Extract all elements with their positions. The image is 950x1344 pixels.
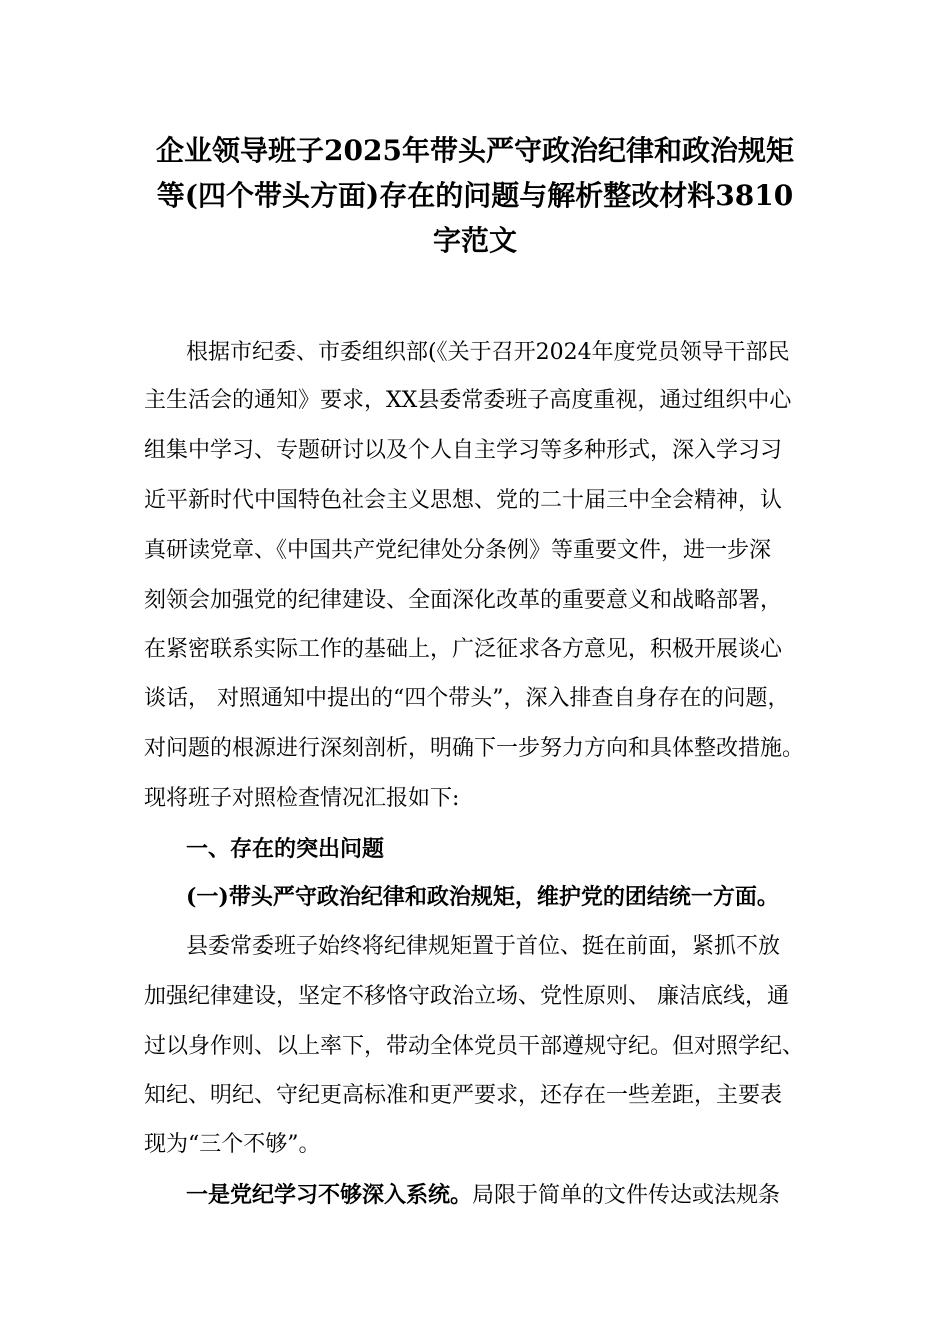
para1-line-4: 知纪、明纪、守纪更高标准和更严要求，还存在一些差距，主要表 [144, 1083, 783, 1108]
document-title [120, 128, 830, 263]
intro-line-5: 真研读党章、《中国共产党纪律处分条例》等重要文件，进一步深 [144, 538, 772, 563]
intro-line-10: 现将班子对照检查情况汇报如下: [144, 786, 460, 811]
intro-line-8: 谈话， 对照通知中提出的“四个带头”，深入排查自身存在的问题， [144, 686, 790, 711]
section-heading: 一、存在的突出问题 [186, 836, 385, 862]
para1-line-2: 加强纪律建设，坚定不移恪守政治立场、党性原则、 廉洁底线，通 [144, 984, 789, 1009]
para2-bold-lead: 一是党纪学习不够深入系统。 [186, 1182, 473, 1208]
para2-line-1 [186, 1180, 780, 1211]
intro-line-6: 刻领会加强党的纪律建设、全面深化改革的重要意义和战略部署， [144, 588, 783, 613]
title-line-2: 等(四个带头方面)存在的问题与解析整改材料3810 [156, 179, 794, 212]
intro-line-3: 组集中学习、专题研讨以及个人自主学习等多种形式，深入学习习 [144, 438, 783, 463]
intro-line-2: 主生活会的通知》要求，XX县委常委班子高度重视，通过组织中心 [144, 388, 792, 413]
para1-line-5: 现为“三个不够”。 [144, 1132, 321, 1157]
para1-line-3: 过以身作则、以上率下，带动全体党员干部遵规守纪。但对照学纪、 [144, 1034, 805, 1059]
title-line-1: 企业领导班子2025年带头严守政治纪律和政治规矩 [156, 134, 794, 167]
intro-line-9: 对问题的根源进行深刻剖析，明确下一步努力方向和具体整改措施。 [144, 736, 805, 761]
intro-line-7: 在紧密联系实际工作的基础上，广泛征求各方意见，积极开展谈心 [144, 637, 783, 662]
subsection-heading: (一)带头严守政治纪律和政治规矩，维护党的团结统一方面。 [186, 884, 779, 910]
intro-line-1: 根据市纪委、市委组织部(《关于召开2024年度党员领导干部民 [186, 340, 790, 365]
para2-text: 局限于简单的文件传达或法规条 [472, 1183, 781, 1208]
title-line-3: 字范文 [432, 224, 517, 257]
intro-line-4: 近平新时代中国特色社会主义思想、党的二十届三中全会精神，认 [144, 488, 783, 513]
para1-line-1: 县委常委班子始终将纪律规矩置于首位、挺在前面，紧抓不放 [186, 934, 781, 959]
